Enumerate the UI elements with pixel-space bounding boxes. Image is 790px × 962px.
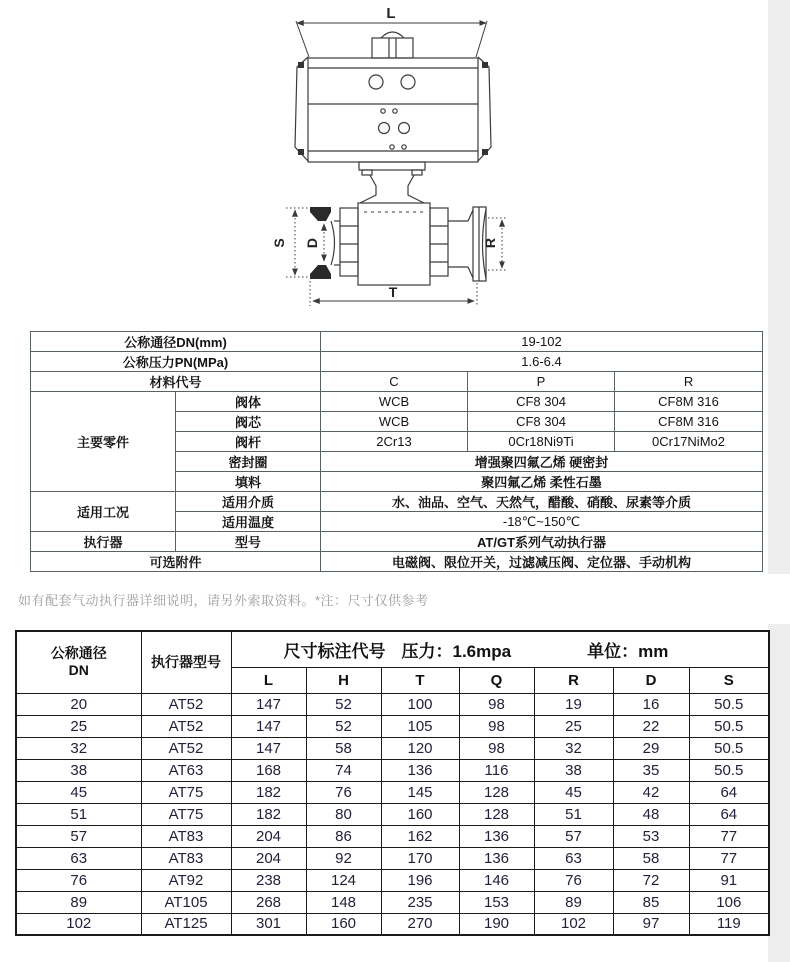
cell: AT52 xyxy=(141,693,231,715)
cell: 153 xyxy=(459,891,534,913)
cell: 160 xyxy=(381,803,459,825)
cell: 填料 xyxy=(176,472,321,492)
cell: AT92 xyxy=(141,869,231,891)
actuator-end-cap-right xyxy=(478,57,491,161)
cell: 98 xyxy=(459,693,534,715)
cell: 45 xyxy=(534,781,613,803)
mount-hole xyxy=(399,123,410,134)
pressure-label: 压力：1.6mpa xyxy=(401,641,512,661)
cell: 100 xyxy=(381,693,459,715)
cell: 102 xyxy=(534,913,613,935)
cell: AT52 xyxy=(141,715,231,737)
dimension-table xyxy=(15,630,770,936)
cell: 38 xyxy=(534,759,613,781)
cell: 162 xyxy=(381,825,459,847)
table-row xyxy=(16,715,769,737)
cell: AT52 xyxy=(141,737,231,759)
table-row xyxy=(31,532,763,552)
header-group xyxy=(231,631,769,667)
cell: 119 xyxy=(689,913,769,935)
cell: CF8M 316 xyxy=(615,412,763,432)
cell: 53 xyxy=(613,825,689,847)
table-row xyxy=(31,492,763,512)
table-row xyxy=(16,803,769,825)
header-actuator-model: 执行器型号 xyxy=(141,631,231,693)
group-title: 尺寸标注代号 xyxy=(283,641,386,661)
table-row xyxy=(31,372,763,392)
cell: 98 xyxy=(459,715,534,737)
dim-label-l: L xyxy=(386,5,396,22)
cell: 公称通径DN(mm) xyxy=(31,332,321,352)
cell: -18℃~150℃ xyxy=(321,512,763,532)
cell: C xyxy=(321,372,468,392)
hex-nut-right xyxy=(430,208,448,276)
cell: CF8 304 xyxy=(468,392,615,412)
cell: 执行器 xyxy=(31,532,176,552)
col-T: T xyxy=(381,667,459,693)
cell: 63 xyxy=(534,847,613,869)
cell: CF8M 316 xyxy=(615,392,763,412)
cell: 25 xyxy=(16,715,141,737)
cell: 57 xyxy=(534,825,613,847)
cell: 116 xyxy=(459,759,534,781)
valve-body xyxy=(358,203,430,285)
cell: 16 xyxy=(613,693,689,715)
cell: 0Cr17NiMo2 xyxy=(615,432,763,452)
cell: 58 xyxy=(613,847,689,869)
dim-label-t: T xyxy=(388,284,398,300)
actuator-top-cap xyxy=(381,32,404,38)
cell: 85 xyxy=(613,891,689,913)
note-band xyxy=(0,574,790,624)
clamp-ferrule-left xyxy=(310,207,331,221)
dim-label-s: S xyxy=(271,238,287,248)
header-dn: 公称通径 DN xyxy=(16,631,141,693)
cell: 51 xyxy=(534,803,613,825)
col-S: S xyxy=(689,667,769,693)
cell: 50.5 xyxy=(689,693,769,715)
cell: 76 xyxy=(306,781,381,803)
cell: 74 xyxy=(306,759,381,781)
cell: 58 xyxy=(306,737,381,759)
col-Q: Q xyxy=(459,667,534,693)
cell: 120 xyxy=(381,737,459,759)
cell: 106 xyxy=(689,891,769,913)
col-L: L xyxy=(231,667,306,693)
air-port-hole xyxy=(401,75,415,89)
cell: 0Cr18Ni9Ti xyxy=(468,432,615,452)
col-H: H xyxy=(306,667,381,693)
cell: 182 xyxy=(231,781,306,803)
cell: 19-102 xyxy=(321,332,763,352)
table-row xyxy=(16,737,769,759)
cell: 52 xyxy=(306,715,381,737)
cell: 64 xyxy=(689,803,769,825)
cell: 50.5 xyxy=(689,759,769,781)
cell: 阀杆 xyxy=(176,432,321,452)
cell: 聚四氟乙烯 柔性石墨 xyxy=(321,472,763,492)
table-row xyxy=(16,759,769,781)
cell: 147 xyxy=(231,737,306,759)
cell: CF8 304 xyxy=(468,412,615,432)
cell: 77 xyxy=(689,825,769,847)
cell: 22 xyxy=(613,715,689,737)
cell: R xyxy=(615,372,763,392)
cell: 136 xyxy=(381,759,459,781)
cell: P xyxy=(468,372,615,392)
cell: 145 xyxy=(381,781,459,803)
cell: 1.6-6.4 xyxy=(321,352,763,372)
cell: 可选附件 xyxy=(31,552,321,572)
cell: 20 xyxy=(16,693,141,715)
cell: 91 xyxy=(689,869,769,891)
cell: 89 xyxy=(534,891,613,913)
table-row xyxy=(31,352,763,372)
cell: 72 xyxy=(613,869,689,891)
cell: 增强聚四氟乙烯 硬密封 xyxy=(321,452,763,472)
cell: 50.5 xyxy=(689,737,769,759)
cell: 材料代号 xyxy=(31,372,321,392)
cell: 电磁阀、限位开关，过滤减压阀、定位器、手动机构 xyxy=(321,552,763,572)
cell: 92 xyxy=(306,847,381,869)
dim-label-d: D xyxy=(304,237,320,249)
valve-technical-drawing xyxy=(0,0,790,330)
cell: 160 xyxy=(306,913,381,935)
cell: 适用温度 xyxy=(176,512,321,532)
cell: 57 xyxy=(16,825,141,847)
air-port-hole xyxy=(369,75,383,89)
table-row xyxy=(16,913,769,935)
table-row xyxy=(31,332,763,352)
cell: 270 xyxy=(381,913,459,935)
cell: 密封圈 xyxy=(176,452,321,472)
table-row xyxy=(16,869,769,891)
cell: WCB xyxy=(321,412,468,432)
cell: AT/GT系列气动执行器 xyxy=(321,532,763,552)
cell: 146 xyxy=(459,869,534,891)
cell: WCB xyxy=(321,392,468,412)
cell: 170 xyxy=(381,847,459,869)
dim-label-r: R xyxy=(482,237,498,249)
cell: 适用介质 xyxy=(176,492,321,512)
cell: 77 xyxy=(689,847,769,869)
cell: 136 xyxy=(459,825,534,847)
cell: 型号 xyxy=(176,532,321,552)
cell: 182 xyxy=(231,803,306,825)
cell: 35 xyxy=(613,759,689,781)
table-row xyxy=(31,552,763,572)
cell: 80 xyxy=(306,803,381,825)
cell: 29 xyxy=(613,737,689,759)
cell: 25 xyxy=(534,715,613,737)
cell: 148 xyxy=(306,891,381,913)
cell: 64 xyxy=(689,781,769,803)
cell: 89 xyxy=(16,891,141,913)
cell: 128 xyxy=(459,803,534,825)
cell: 63 xyxy=(16,847,141,869)
cell: 19 xyxy=(534,693,613,715)
cell: 235 xyxy=(381,891,459,913)
cell: 105 xyxy=(381,715,459,737)
cell: AT63 xyxy=(141,759,231,781)
cell: 32 xyxy=(534,737,613,759)
cell: 主要零件 xyxy=(31,392,176,492)
spec-table xyxy=(30,331,763,572)
table-row xyxy=(16,891,769,913)
table-row xyxy=(16,847,769,869)
cell: 124 xyxy=(306,869,381,891)
cell: 48 xyxy=(613,803,689,825)
cell: 50.5 xyxy=(689,715,769,737)
cell: AT75 xyxy=(141,803,231,825)
cell: 204 xyxy=(231,847,306,869)
cell: 196 xyxy=(381,869,459,891)
cell: 水、油品、空气、天然气，醋酸、硝酸、尿素等介质 xyxy=(321,492,763,512)
cell: AT83 xyxy=(141,847,231,869)
note-text: 如有配套气动执行器详细说明，请另外索取资料。*注：尺寸仅供参考 xyxy=(18,593,429,608)
hex-nut-left xyxy=(340,208,358,276)
cell: 136 xyxy=(459,847,534,869)
cell: 98 xyxy=(459,737,534,759)
cell: AT75 xyxy=(141,781,231,803)
cell: 公称压力PN(MPa) xyxy=(31,352,321,372)
col-R: R xyxy=(534,667,613,693)
table-header-row xyxy=(16,631,769,667)
mount-hole xyxy=(379,123,390,134)
yoke-bracket xyxy=(360,175,376,203)
cell: 76 xyxy=(16,869,141,891)
mounting-plate xyxy=(359,162,425,170)
cell: 102 xyxy=(16,913,141,935)
cell: 147 xyxy=(231,693,306,715)
actuator-end-cap-left xyxy=(295,57,308,161)
cell: 阀体 xyxy=(176,392,321,412)
cell: 97 xyxy=(613,913,689,935)
cell: 2Cr13 xyxy=(321,432,468,452)
cell: 268 xyxy=(231,891,306,913)
table-row xyxy=(16,781,769,803)
table-row xyxy=(16,693,769,715)
cell: AT125 xyxy=(141,913,231,935)
cell: 301 xyxy=(231,913,306,935)
cell: 190 xyxy=(459,913,534,935)
cell: AT83 xyxy=(141,825,231,847)
table-row xyxy=(16,825,769,847)
table-row xyxy=(31,392,763,412)
cell: 适用工况 xyxy=(31,492,176,532)
cell: 阀芯 xyxy=(176,412,321,432)
cell: 128 xyxy=(459,781,534,803)
cell: 168 xyxy=(231,759,306,781)
cell: 32 xyxy=(16,737,141,759)
cell: 147 xyxy=(231,715,306,737)
cell: 86 xyxy=(306,825,381,847)
cell: 42 xyxy=(613,781,689,803)
col-D: D xyxy=(613,667,689,693)
cell: AT105 xyxy=(141,891,231,913)
cell: 45 xyxy=(16,781,141,803)
cell: 52 xyxy=(306,693,381,715)
cell: 238 xyxy=(231,869,306,891)
cell: 204 xyxy=(231,825,306,847)
cell: 76 xyxy=(534,869,613,891)
unit-label: 单位：mm xyxy=(587,641,669,661)
cell: 38 xyxy=(16,759,141,781)
cell: 51 xyxy=(16,803,141,825)
